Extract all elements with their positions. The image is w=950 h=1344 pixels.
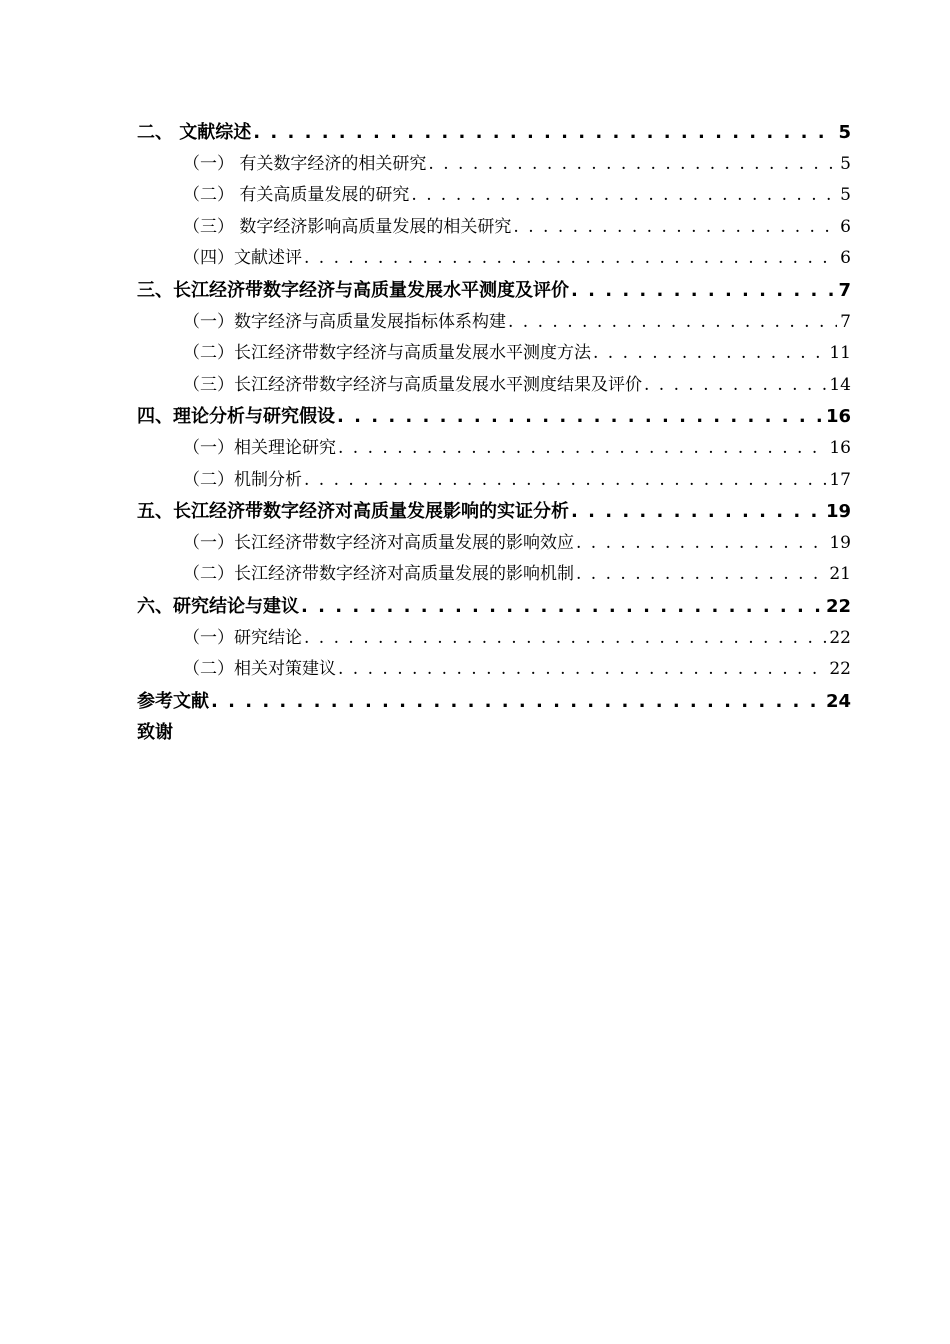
toc-entry-page: 6 [840, 216, 851, 237]
toc-dot-leader [337, 401, 823, 433]
toc-entry-references[interactable] [137, 686, 851, 718]
toc-dot-leader [571, 496, 823, 528]
toc-dot-leader [253, 117, 835, 149]
toc-subentry[interactable] [137, 433, 851, 465]
toc-entry-page: 6 [840, 248, 851, 269]
toc-entry-page: 24 [825, 690, 851, 712]
toc-entry-title: 五、长江经济带数字经济对高质量发展影响的实证分析 [137, 501, 569, 523]
toc-dot-leader [513, 212, 837, 244]
toc-entry-page: 7 [838, 279, 851, 301]
toc-dot-leader [571, 275, 835, 307]
toc-dot-leader [593, 338, 826, 370]
toc-entry-title: 六、研究结论与建议 [137, 595, 299, 617]
toc-subentry[interactable] [137, 243, 851, 275]
toc-subentry[interactable] [137, 212, 851, 244]
toc-entry-page: 16 [829, 437, 851, 458]
toc-dot-leader [338, 433, 826, 465]
toc-entry-title: 致谢 [137, 722, 173, 744]
toc-dot-leader [644, 370, 826, 402]
toc-entry-empirical-analysis[interactable] [137, 496, 851, 528]
toc-entry-title: （二）相关对策建议 [183, 659, 336, 680]
toc-entry-conclusions[interactable] [137, 591, 851, 623]
toc-subentry[interactable] [137, 307, 851, 339]
toc-entry-page: 21 [829, 564, 851, 585]
toc-subentry[interactable] [137, 465, 851, 497]
toc-dot-leader [304, 243, 837, 275]
toc-subentry[interactable] [137, 338, 851, 370]
toc-dot-leader [301, 591, 823, 623]
toc-entry-title: （一）数字经济与高质量发展指标体系构建 [183, 311, 506, 332]
toc-dot-leader [338, 654, 826, 686]
toc-entry-page: 17 [829, 469, 851, 490]
toc-entry-theory-hypothesis[interactable] [137, 401, 851, 433]
toc-dot-leader [576, 559, 826, 591]
toc-entry-title: （二） 有关高质量发展的研究 [183, 185, 410, 206]
toc-dot-leader [428, 149, 837, 181]
toc-subentry[interactable] [137, 528, 851, 560]
toc-entry-page: 5 [838, 122, 851, 143]
toc-entry-page: 22 [825, 595, 851, 617]
toc-subentry[interactable] [137, 623, 851, 655]
toc-entry-title: （四）文献述评 [183, 248, 302, 269]
toc-subentry[interactable] [137, 180, 851, 212]
toc-entry-title: 二、 文献综述 [137, 122, 252, 143]
toc-entry-title: （一）研究结论 [183, 627, 302, 648]
toc-dot-leader [411, 180, 837, 212]
table-of-contents [137, 117, 851, 749]
toc-entry-page: 16 [825, 406, 851, 428]
toc-entry-title: （二）长江经济带数字经济与高质量发展水平测度方法 [183, 343, 591, 364]
toc-dot-leader [508, 307, 837, 339]
toc-entry-literature-review[interactable] [137, 117, 851, 149]
toc-entry-title: （三）长江经济带数字经济与高质量发展水平测度结果及评价 [183, 374, 642, 395]
toc-entry-page: 5 [840, 185, 851, 206]
toc-entry-page: 5 [840, 153, 851, 174]
toc-entry-title: 四、理论分析与研究假设 [137, 406, 335, 428]
toc-entry-title: （一）相关理论研究 [183, 437, 336, 458]
toc-entry-title: （二）机制分析 [183, 469, 302, 490]
toc-entry-page: 22 [829, 659, 851, 680]
toc-entry-title: （一）长江经济带数字经济对高质量发展的影响效应 [183, 532, 574, 553]
toc-subentry[interactable] [137, 149, 851, 181]
toc-entry-title: 参考文献 [137, 690, 209, 712]
toc-entry-page: 14 [829, 374, 851, 395]
toc-entry-measurement-evaluation[interactable] [137, 275, 851, 307]
toc-subentry[interactable] [137, 559, 851, 591]
toc-dot-leader [211, 686, 823, 718]
toc-dot-leader [576, 528, 826, 560]
toc-entry-acknowledgements[interactable] [137, 717, 851, 749]
toc-entry-title: 三、长江经济带数字经济与高质量发展水平测度及评价 [137, 279, 569, 301]
toc-dot-leader [304, 623, 826, 655]
toc-entry-page: 7 [840, 311, 851, 332]
toc-entry-page: 19 [829, 532, 851, 553]
toc-subentry[interactable] [137, 370, 851, 402]
toc-entry-title: （一） 有关数字经济的相关研究 [183, 153, 427, 174]
toc-entry-title: （二）长江经济带数字经济对高质量发展的影响机制 [183, 564, 574, 585]
toc-dot-leader [304, 465, 826, 497]
toc-entry-page: 22 [829, 627, 851, 648]
toc-entry-page: 19 [825, 501, 851, 523]
toc-subentry[interactable] [137, 654, 851, 686]
toc-entry-page: 11 [829, 343, 851, 364]
toc-entry-title: （三） 数字经济影响高质量发展的相关研究 [183, 216, 512, 237]
